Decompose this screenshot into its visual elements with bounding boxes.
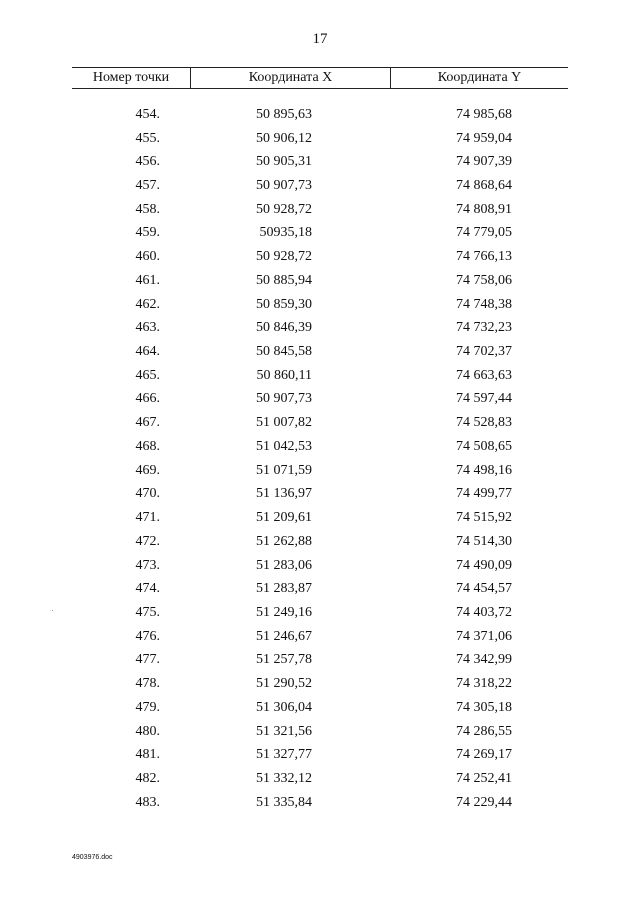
cell-point-number: 466. <box>135 391 160 407</box>
cell-point-number: 474. <box>135 581 160 597</box>
table-row <box>72 483 568 507</box>
table-row <box>72 103 568 127</box>
page-number: 17 <box>312 31 328 47</box>
table-row <box>72 411 568 435</box>
cell-point-number: 471. <box>135 510 160 526</box>
table-row <box>72 577 568 601</box>
table-row <box>72 222 568 246</box>
cell-point-number: 454. <box>135 106 160 122</box>
header-coordinate-x: Координата X <box>190 68 390 88</box>
cell-coordinate-x: 51 071,59 <box>256 462 312 478</box>
cell-coordinate-x: 50 885,94 <box>256 272 312 288</box>
table-header <box>72 67 568 89</box>
table-row <box>72 316 568 340</box>
cell-coordinate-x: 50 846,39 <box>256 320 312 336</box>
table-body <box>72 103 568 815</box>
cell-coordinate-x: 51 262,88 <box>256 533 312 549</box>
cell-coordinate-y: 74 868,64 <box>456 178 512 194</box>
cell-coordinate-x: 51 042,53 <box>256 438 312 454</box>
cell-coordinate-y: 74 454,57 <box>456 581 512 597</box>
table-row <box>72 720 568 744</box>
cell-coordinate-x: 50 906,12 <box>256 130 312 146</box>
cell-point-number: 481. <box>135 747 160 763</box>
cell-coordinate-y: 74 252,41 <box>456 770 512 786</box>
table-row <box>72 625 568 649</box>
cell-point-number: 460. <box>135 249 160 265</box>
table-row <box>72 127 568 151</box>
cell-coordinate-y: 74 318,22 <box>456 676 512 692</box>
cell-point-number: 472. <box>135 533 160 549</box>
cell-coordinate-x: 50 905,31 <box>256 154 312 170</box>
cell-coordinate-y: 74 528,83 <box>456 415 512 431</box>
cell-coordinate-x: 51 209,61 <box>256 510 312 526</box>
cell-point-number: 457. <box>135 178 160 194</box>
cell-point-number: 467. <box>135 415 160 431</box>
cell-coordinate-x: 51 283,06 <box>256 557 312 573</box>
table-row <box>72 150 568 174</box>
table-row <box>72 649 568 673</box>
cell-coordinate-x: 50 845,58 <box>256 344 312 360</box>
cell-coordinate-y: 74 514,30 <box>456 533 512 549</box>
table-row <box>72 767 568 791</box>
cell-coordinate-y: 74 286,55 <box>456 723 512 739</box>
cell-coordinate-x: 51 290,52 <box>256 676 312 692</box>
header-coordinate-y: Координата Y <box>390 68 568 88</box>
cell-coordinate-x: 51 246,67 <box>256 628 312 644</box>
cell-point-number: 469. <box>135 462 160 478</box>
cell-coordinate-x: 51 321,56 <box>256 723 312 739</box>
cell-point-number: 464. <box>135 344 160 360</box>
table-row <box>72 530 568 554</box>
cell-point-number: 483. <box>135 794 160 810</box>
cell-coordinate-x: 51 332,12 <box>256 770 312 786</box>
cell-coordinate-x: 51 007,82 <box>256 415 312 431</box>
cell-coordinate-x: 50 895,63 <box>256 106 312 122</box>
table-row <box>72 459 568 483</box>
cell-coordinate-x: 50 907,73 <box>256 391 312 407</box>
cell-coordinate-y: 74 597,44 <box>456 391 512 407</box>
cell-point-number: 456. <box>135 154 160 170</box>
cell-point-number: 463. <box>135 320 160 336</box>
table-row <box>72 269 568 293</box>
cell-coordinate-y: 74 663,63 <box>456 367 512 383</box>
cell-coordinate-y: 74 766,13 <box>456 249 512 265</box>
cell-point-number: 462. <box>135 296 160 312</box>
cell-coordinate-x: 50 907,73 <box>256 178 312 194</box>
cell-point-number: 476. <box>135 628 160 644</box>
cell-coordinate-x: 51 136,97 <box>256 486 312 502</box>
footer-filename: 4903976.doc <box>72 854 113 861</box>
cell-coordinate-y: 74 229,44 <box>456 794 512 810</box>
cell-coordinate-y: 74 748,38 <box>456 296 512 312</box>
margin-mark <box>52 610 53 611</box>
header-point-number: Номер точки <box>92 70 170 85</box>
cell-coordinate-x: 50935,18 <box>259 225 312 241</box>
table-row <box>72 340 568 364</box>
table-row <box>72 791 568 815</box>
cell-coordinate-y: 74 508,65 <box>456 438 512 454</box>
cell-coordinate-x: 51 249,16 <box>256 604 312 620</box>
cell-coordinate-y: 74 342,99 <box>456 652 512 668</box>
cell-coordinate-y: 74 702,37 <box>456 344 512 360</box>
cell-coordinate-x: 51 327,77 <box>256 747 312 763</box>
cell-point-number: 473. <box>135 557 160 573</box>
cell-coordinate-y: 74 499,77 <box>456 486 512 502</box>
cell-coordinate-y: 74 732,23 <box>456 320 512 336</box>
cell-point-number: 475. <box>135 604 160 620</box>
table-row <box>72 388 568 412</box>
table-row <box>72 672 568 696</box>
table-row <box>72 696 568 720</box>
table-row <box>72 554 568 578</box>
table-row <box>72 198 568 222</box>
cell-point-number: 459. <box>135 225 160 241</box>
cell-coordinate-y: 74 305,18 <box>456 699 512 715</box>
cell-coordinate-x: 50 860,11 <box>256 367 312 383</box>
cell-coordinate-y: 74 985,68 <box>456 106 512 122</box>
cell-coordinate-y: 74 403,72 <box>456 604 512 620</box>
cell-coordinate-y: 74 371,06 <box>456 628 512 644</box>
table-row <box>72 506 568 530</box>
cell-point-number: 478. <box>135 676 160 692</box>
cell-coordinate-x: 51 257,78 <box>256 652 312 668</box>
cell-coordinate-y: 74 758,06 <box>456 272 512 288</box>
cell-coordinate-y: 74 498,16 <box>456 462 512 478</box>
cell-coordinate-y: 74 515,92 <box>456 510 512 526</box>
cell-coordinate-y: 74 959,04 <box>456 130 512 146</box>
cell-coordinate-x: 50 928,72 <box>256 249 312 265</box>
table-row <box>72 364 568 388</box>
cell-coordinate-x: 50 859,30 <box>256 296 312 312</box>
cell-coordinate-y: 74 907,39 <box>456 154 512 170</box>
cell-coordinate-x: 51 283,87 <box>256 581 312 597</box>
cell-coordinate-x: 51 306,04 <box>256 699 312 715</box>
cell-point-number: 479. <box>135 699 160 715</box>
cell-point-number: 465. <box>135 367 160 383</box>
cell-point-number: 455. <box>135 130 160 146</box>
table-row <box>72 174 568 198</box>
cell-point-number: 480. <box>135 723 160 739</box>
table-row <box>72 743 568 767</box>
cell-coordinate-x: 51 335,84 <box>256 794 312 810</box>
table-row <box>72 293 568 317</box>
cell-coordinate-y: 74 779,05 <box>456 225 512 241</box>
table-row <box>72 601 568 625</box>
cell-point-number: 470. <box>135 486 160 502</box>
cell-point-number: 482. <box>135 770 160 786</box>
table-row <box>72 435 568 459</box>
cell-point-number: 461. <box>135 272 160 288</box>
cell-coordinate-x: 50 928,72 <box>256 201 312 217</box>
cell-point-number: 458. <box>135 201 160 217</box>
cell-point-number: 477. <box>135 652 160 668</box>
cell-coordinate-y: 74 490,09 <box>456 557 512 573</box>
cell-point-number: 468. <box>135 438 160 454</box>
table-row <box>72 245 568 269</box>
cell-coordinate-y: 74 808,91 <box>456 201 512 217</box>
cell-coordinate-y: 74 269,17 <box>456 747 512 763</box>
